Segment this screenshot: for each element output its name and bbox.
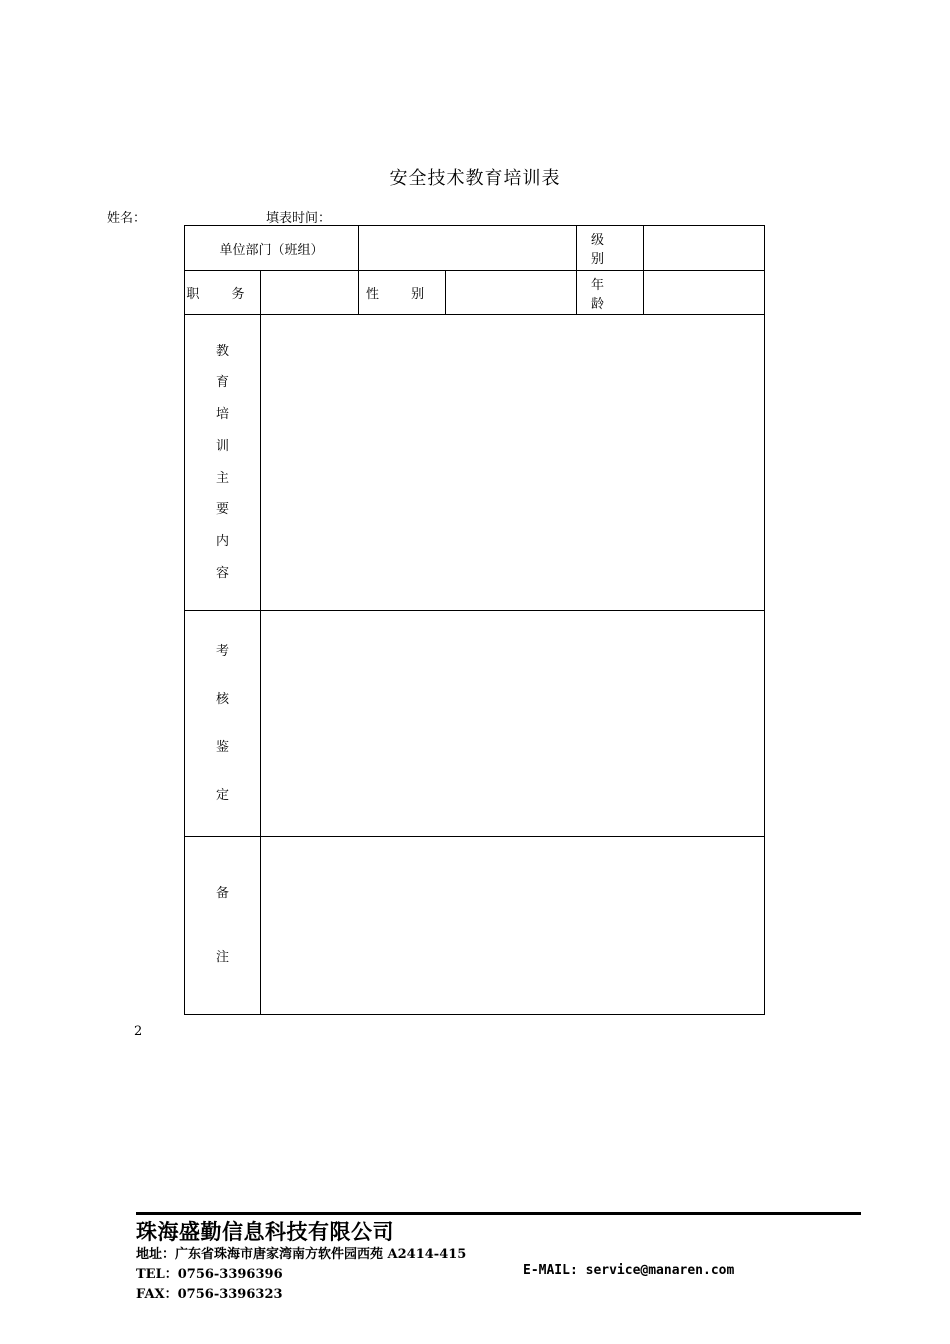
- table-row: [185, 315, 765, 611]
- fill-time-label: 填表时间：: [266, 211, 332, 226]
- assessment-field[interactable]: [261, 611, 765, 837]
- gender-label: 性 别: [359, 271, 446, 315]
- remarks-label: 备 注: [185, 837, 261, 1015]
- document-title: 安全技术教育培训表: [389, 168, 561, 189]
- table-row: [185, 226, 765, 271]
- footer-divider: [136, 1212, 861, 1215]
- table-row: [185, 611, 765, 837]
- page-number: 2: [134, 1024, 143, 1039]
- company-email: E-MAIL: service@manaren.com: [523, 1263, 735, 1278]
- name-label: 姓名：: [107, 211, 147, 226]
- position-field[interactable]: [261, 271, 359, 315]
- dept-field[interactable]: [359, 226, 577, 271]
- company-name: 珠海盛勤信息科技有限公司: [136, 1219, 394, 1244]
- training-form-table: [184, 225, 765, 1015]
- dept-label: 单位部门（班组）: [185, 226, 359, 271]
- age-field[interactable]: [644, 271, 765, 315]
- level-field[interactable]: [644, 226, 765, 271]
- remarks-field[interactable]: [261, 837, 765, 1015]
- gender-field[interactable]: [446, 271, 577, 315]
- position-label: 职 务: [185, 271, 261, 315]
- training-content-label: 教 育 培 训 主 要 内 容: [185, 315, 261, 611]
- level-label: 级 别: [577, 226, 644, 271]
- assessment-label: 考 核 鉴 定: [185, 611, 261, 837]
- age-label: 年 龄: [577, 271, 644, 315]
- table-row: [185, 837, 765, 1015]
- training-content-field[interactable]: [261, 315, 765, 611]
- company-address: 地址：广东省珠海市唐家湾南方软件园西苑 A2414-415: [136, 1247, 467, 1262]
- company-tel: TEL：0756-3396396: [136, 1267, 283, 1282]
- company-fax: FAX：0756-3396323: [136, 1287, 283, 1302]
- table-row: [185, 271, 765, 315]
